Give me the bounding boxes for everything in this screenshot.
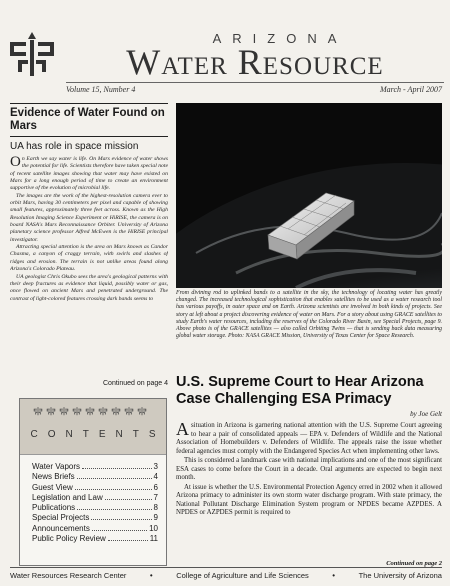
toc-leader: [105, 499, 152, 500]
table-of-contents: [20, 455, 166, 544]
toc-leader: [108, 540, 148, 541]
toc-item-title: Public Policy Review: [32, 534, 106, 544]
lead-paragraph-text: n Earth we say water is life. On Mars evidence of water shows the potential for life. Scientists therefore have taken special note of recent satellite images showing that water may have existed on Mars for a long enough period of time to create an environment supportive of the evolution of microbial life.: [10, 156, 168, 192]
toc-item[interactable]: [32, 472, 158, 482]
toc-item-page: 4: [153, 472, 158, 482]
toc-item-title: Guest View: [32, 482, 73, 492]
toc-item-title: Publications: [32, 503, 76, 513]
issue-number: Volume 15, Number 4: [66, 85, 136, 94]
second-paragraph-text: situation in Arizona is garnering national attention with the U.S. Supreme Court agreeing to hear a pair of consolidated appeals — EPA v. Defenders of Wildlife and the National Association of Homebuilders v. Defenders of Wildlife. The appeals raise the issue whether federal agencies must comply with the Endangered Species Act when implementing other laws.: [176, 422, 442, 455]
water-logo-icon: [33, 405, 43, 417]
toc-item[interactable]: [32, 513, 158, 523]
toc-leader: [82, 468, 152, 469]
toc-item-page: 3: [153, 462, 158, 471]
lead-paragraph: The images are the work of the highest-resolution camera ever to orbit Mars, having 30 centimeters per pixel and capable of showing small features, approximately three feet across. Known as the High Resolution Imaging Science Experiment or HiRISE, the camera is on board NASA's Mars Reconnaissance Orbiter. University of Arizona planetary science professor Alfred McEwen is the HiRISE principal investigator.: [10, 192, 168, 243]
second-continued: Continued on page 2: [386, 560, 442, 567]
footer-center-name: Water Resources Research Center: [10, 571, 127, 580]
toc-leader: [91, 519, 151, 520]
lead-paragraph: UA geologist Chris Okubo sees the area's geological patterns with their deep fractures as evidence that liquid, possibly water or gas, once flowed on ancient Mars and penetrated underground. The contrast of light-colored features crossing dark bands seems to: [10, 273, 168, 302]
page-footer: [10, 571, 442, 580]
issue-date: March - April 2007: [380, 85, 442, 94]
toc-leader: [92, 530, 147, 531]
contents-header: [20, 399, 166, 455]
water-logo-icon: [111, 405, 121, 417]
second-headline: U.S. Supreme Court to Hear Arizona Case Challenging ESA Primacy: [176, 374, 424, 407]
toc-item-page: 10: [149, 523, 158, 533]
toc-leader: [77, 509, 151, 510]
contents-box: [19, 398, 167, 566]
toc-item-title: Announcements: [32, 523, 90, 533]
toc-leader: [77, 478, 152, 479]
water-logo-icon: [85, 405, 95, 417]
toc-item-page: 6: [153, 482, 158, 492]
lead-article: [10, 103, 168, 393]
water-logo-icon: [59, 405, 69, 417]
second-paragraph: This is considered a landmark case with national implications and one of the most significant ESA cases to come before the Court in a decade. Oral arguments are expected to begin next month.: [176, 457, 442, 481]
second-paragraph: At issue is whether the U.S. Environmental Protection Agency erred in 2002 when it allowed Arizona primacy to administer its own storm water discharge program. With state primacy, the National Pollutant Discharge Elimination System program or NPDES became AZPDES. A NPDES or AZPDES permit is required to: [176, 483, 442, 516]
toc-item[interactable]: [32, 534, 158, 544]
masthead-rule: [66, 82, 444, 83]
water-logo-icon: [98, 405, 108, 417]
toc-item-title: Special Projects: [32, 513, 90, 523]
toc-item[interactable]: [32, 503, 158, 513]
footer-university-name: The University of Arizona: [358, 571, 442, 580]
water-logo-icon: [72, 405, 82, 417]
contents-logo-row: [33, 405, 147, 417]
toc-item-page: 11: [149, 534, 158, 544]
lead-dropcap: O: [10, 156, 21, 170]
masthead-state: ARIZONA: [212, 31, 348, 46]
grace-satellite-photo: [176, 103, 442, 288]
toc-item[interactable]: [32, 524, 158, 534]
water-logo-icon: [137, 405, 147, 417]
lead-paragraph: Attracting special attention is the area on Mars known as Candor Chasma, a canyon of craggy terrain, with swirls and slashes of ridges and erosion. The terrain is not unlike areas found along Arizona's Colorado Plateau.: [10, 244, 168, 273]
masthead-title: Water Resource: [126, 42, 384, 82]
lead-subhead: UA has role in space mission: [10, 141, 139, 152]
water-logo-icon: [46, 405, 56, 417]
footer-separator: •: [149, 571, 153, 580]
toc-item-page: 7: [153, 492, 158, 502]
toc-item[interactable]: [32, 462, 158, 472]
toc-item-title: News Briefs: [32, 472, 75, 482]
water-logo-icon: [124, 405, 134, 417]
second-dropcap: A: [176, 419, 189, 439]
lead-body: [10, 156, 168, 374]
lead-paragraph: [10, 156, 168, 193]
byline: by Joe Gelt: [410, 410, 442, 418]
toc-item-page: 9: [153, 513, 158, 523]
contents-label: CONTENTS: [30, 429, 166, 440]
second-paragraph: [176, 419, 442, 456]
photo-caption: From divining rod to uplinked bands to a satellite in the sky, the technology of locating water has greatly changed. The increased technological sophistication that enables satellites to be used as a water research tool has various payoffs, in outer space and on Earth. Arizona scientists are involved in both kinds of projects. See story at left about a project discovering evidence of water on Mars. For a story about using GRACE satellites to study Earth's water resources, including the reserves of the Colorado River Basin, see Special Projects, page 9. Above photo is of the GRACE satellites — also called Orbiting Twins — that is sending back data measuring global water storage. Photo: NASA GRACE Mission, University of Texas Center for Space Research.: [176, 290, 442, 340]
toc-item-page: 8: [153, 503, 158, 513]
water-resource-logo: [6, 30, 58, 78]
footer-separator: •: [332, 571, 336, 580]
toc-leader: [75, 489, 152, 490]
toc-item[interactable]: [32, 483, 158, 493]
lead-headline: Evidence of Water Found on Mars: [10, 103, 168, 137]
second-body: [176, 419, 442, 519]
toc-item-title: Water Vapors: [32, 462, 81, 471]
footer-college-name: College of Agriculture and Life Sciences: [176, 571, 309, 580]
footer-rule: [10, 567, 442, 568]
toc-item-title: Legislation and Law: [32, 492, 103, 502]
toc-item[interactable]: [32, 493, 158, 503]
lead-continued: Continued on page 4: [103, 380, 168, 387]
